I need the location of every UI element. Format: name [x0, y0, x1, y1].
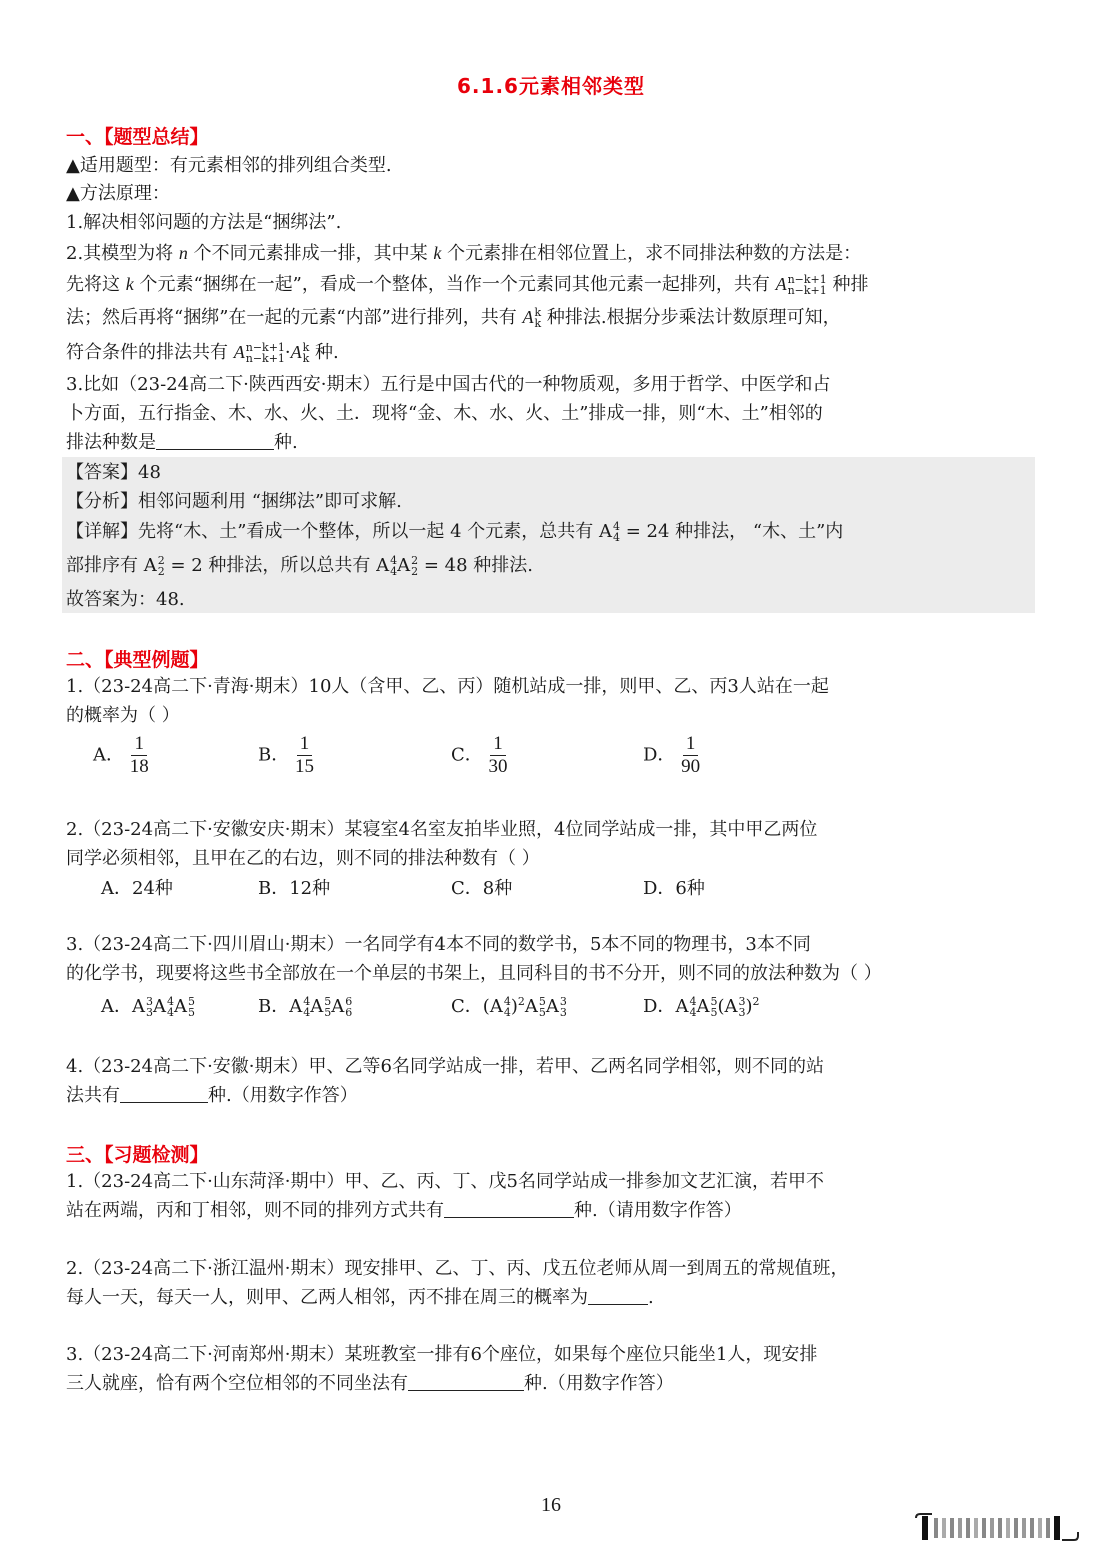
q1-line-1: 1.（23-24高二下·青海·期末）10人（含甲、乙、丙）随机站成一排，则甲、乙、丙3人站在一起 — [66, 676, 829, 697]
page-title: 6.1.6元素相邻类型 — [457, 74, 645, 98]
answer-blank — [156, 429, 274, 450]
answer-blank — [444, 1197, 574, 1218]
method-principle-line: ▲方法原理： — [66, 183, 170, 204]
section-3-title: 三、【习题检测】 — [66, 1144, 209, 1166]
method-line-2: 2.其模型为将 n 个不同元素排成一排，其中某 k 个元素排在相邻位置上，求不同排法种数的方法是： — [66, 243, 862, 264]
page-number: 16 — [541, 1494, 561, 1516]
ex2-line-2: 每人一天，每天一人，则甲、乙两人相邻，丙不排在周三的概率为 . — [66, 1284, 654, 1312]
q1-option-c[interactable]: C． $\frac{1}{30}$ — [451, 733, 508, 777]
example-line-3: 排法种数是 种. — [66, 429, 298, 457]
answer-line: 【答案】48 — [66, 462, 161, 483]
fraction: $\frac{1}{15}$ — [294, 733, 314, 777]
answer-blank — [408, 1370, 524, 1391]
watermark-logo-icon — [912, 1512, 1082, 1544]
q4-line-1: 4.（23-24高二下·安徽·期末）甲、乙等6名同学站成一排，若甲、乙两名同学相邻，则不同的站 — [66, 1056, 824, 1077]
fraction: $\frac{1}{90}$ — [681, 733, 701, 777]
method-line-1: 1.解决相邻问题的方法是“捆绑法”. — [66, 212, 342, 233]
q2-line-1: 2.（23-24高二下·安徽安庆·期末）某寝室4名室友拍毕业照，4位同学站成一排，其中甲乙两位 — [66, 819, 818, 840]
fraction: $\frac{1}{18}$ — [129, 733, 149, 777]
q2-option-c[interactable]: C．8种 — [451, 878, 513, 899]
method-line-4: 法；然后再将“捆绑”在一起的元素“内部”进行排列，共有 A k k 种排法.根据分步乘法计数原理可知， — [66, 306, 841, 330]
ex2-line-1: 2.（23-24高二下·浙江温州·期末）现安排甲、乙、丁、丙、戊五位老师从周一到周五的常规值班， — [66, 1258, 849, 1279]
q3-line-2: 的化学书，现要将这些书全部放在一个单层的书架上，且同科目的书不分开，则不同的放法种数为（ ） — [66, 963, 882, 984]
section-1-title: 一、【题型总结】 — [66, 126, 209, 148]
detail-line-2: 部排序有 A 2 2 = 2 种排法，所以总共有 A 4 4 A 2 2 = 48 种排法. — [66, 554, 534, 578]
answer-blank — [588, 1284, 648, 1305]
q3-option-a[interactable]: A．A 3 3 A 4 4 A 5 5 — [101, 995, 195, 1019]
q2-option-a[interactable]: A．24种 — [101, 878, 173, 899]
fraction: $\frac{1}{30}$ — [488, 733, 508, 777]
q2-line-2: 同学必须相邻，且甲在乙的右边，则不同的排法种数有（ ） — [66, 848, 540, 869]
ex1-line-1: 1.（23-24高二下·山东菏泽·期中）甲、乙、丙、丁、戊5名同学站成一排参加文艺汇演，若甲不 — [66, 1171, 824, 1192]
answer-blank — [120, 1082, 208, 1103]
q3-line-1: 3.（23-24高二下·四川眉山·期末）一名同学有4本不同的数学书，5本不同的物理书，3本不同 — [66, 934, 811, 955]
q3-option-d[interactable]: D．A 4 4 A 5 5 (A 3 3 )$^2$ — [643, 995, 760, 1019]
q1-option-a[interactable]: A． $\frac{1}{18}$ — [93, 733, 149, 777]
q1-line-2: 的概率为（ ） — [66, 705, 180, 726]
final-answer-line: 故答案为：48. — [66, 589, 185, 610]
ex3-line-2: 三人就座，恰有两个空位相邻的不同坐法有 种.（用数字作答） — [66, 1370, 674, 1398]
ex1-line-2: 站在两端，丙和丁相邻，则不同的排列方式共有 种.（请用数字作答） — [66, 1197, 742, 1225]
q3-option-b[interactable]: B．A 4 4 A 5 5 A 6 6 — [258, 995, 353, 1019]
q2-option-b[interactable]: B．12种 — [258, 878, 331, 899]
method-line-3: 先将这 k 个元素“捆绑在一起”，看成一个整体，当作一个元素同其他元素一起排列，共有 A n−k+1 n−k+1 种排 — [66, 273, 869, 297]
detail-line-1: 【详解】先将“木、土”看成一个整体，所以一起 4 个元素，总共有 A 4 4 = 24 种排法， “木、土”内 — [66, 520, 844, 544]
q3-option-c[interactable]: C．(A 4 4 )$^2$A 5 5 A 3 3 — [451, 995, 567, 1019]
section-2-title: 二、【典型例题】 — [66, 649, 209, 671]
q4-line-2: 法共有 种.（用数字作答） — [66, 1082, 358, 1110]
analysis-line: 【分析】相邻问题利用 “捆绑法”即可求解. — [66, 491, 402, 512]
method-line-5: 符合条件的排法共有 A n−k+1 n−k+1 ·A k k 种. — [66, 341, 339, 365]
applicable-type-line: ▲适用题型：有元素相邻的排列组合类型. — [66, 155, 392, 176]
ex3-line-1: 3.（23-24高二下·河南郑州·期末）某班教室一排有6个座位，如果每个座位只能坐1人，现安排 — [66, 1344, 818, 1365]
q1-option-d[interactable]: D． $\frac{1}{90}$ — [643, 733, 701, 777]
q1-option-b[interactable]: B． $\frac{1}{15}$ — [258, 733, 314, 777]
example-line-1: 3.比如（23-24高二下·陕西西安·期末）五行是中国古代的一种物质观，多用于哲学、中医学和占 — [66, 374, 831, 395]
q2-option-d[interactable]: D．6种 — [643, 878, 705, 899]
example-line-2: 卜方面，五行指金、木、水、火、土．现将“金、木、水、火、土”排成一排，则“木、土”相邻的 — [66, 403, 823, 424]
